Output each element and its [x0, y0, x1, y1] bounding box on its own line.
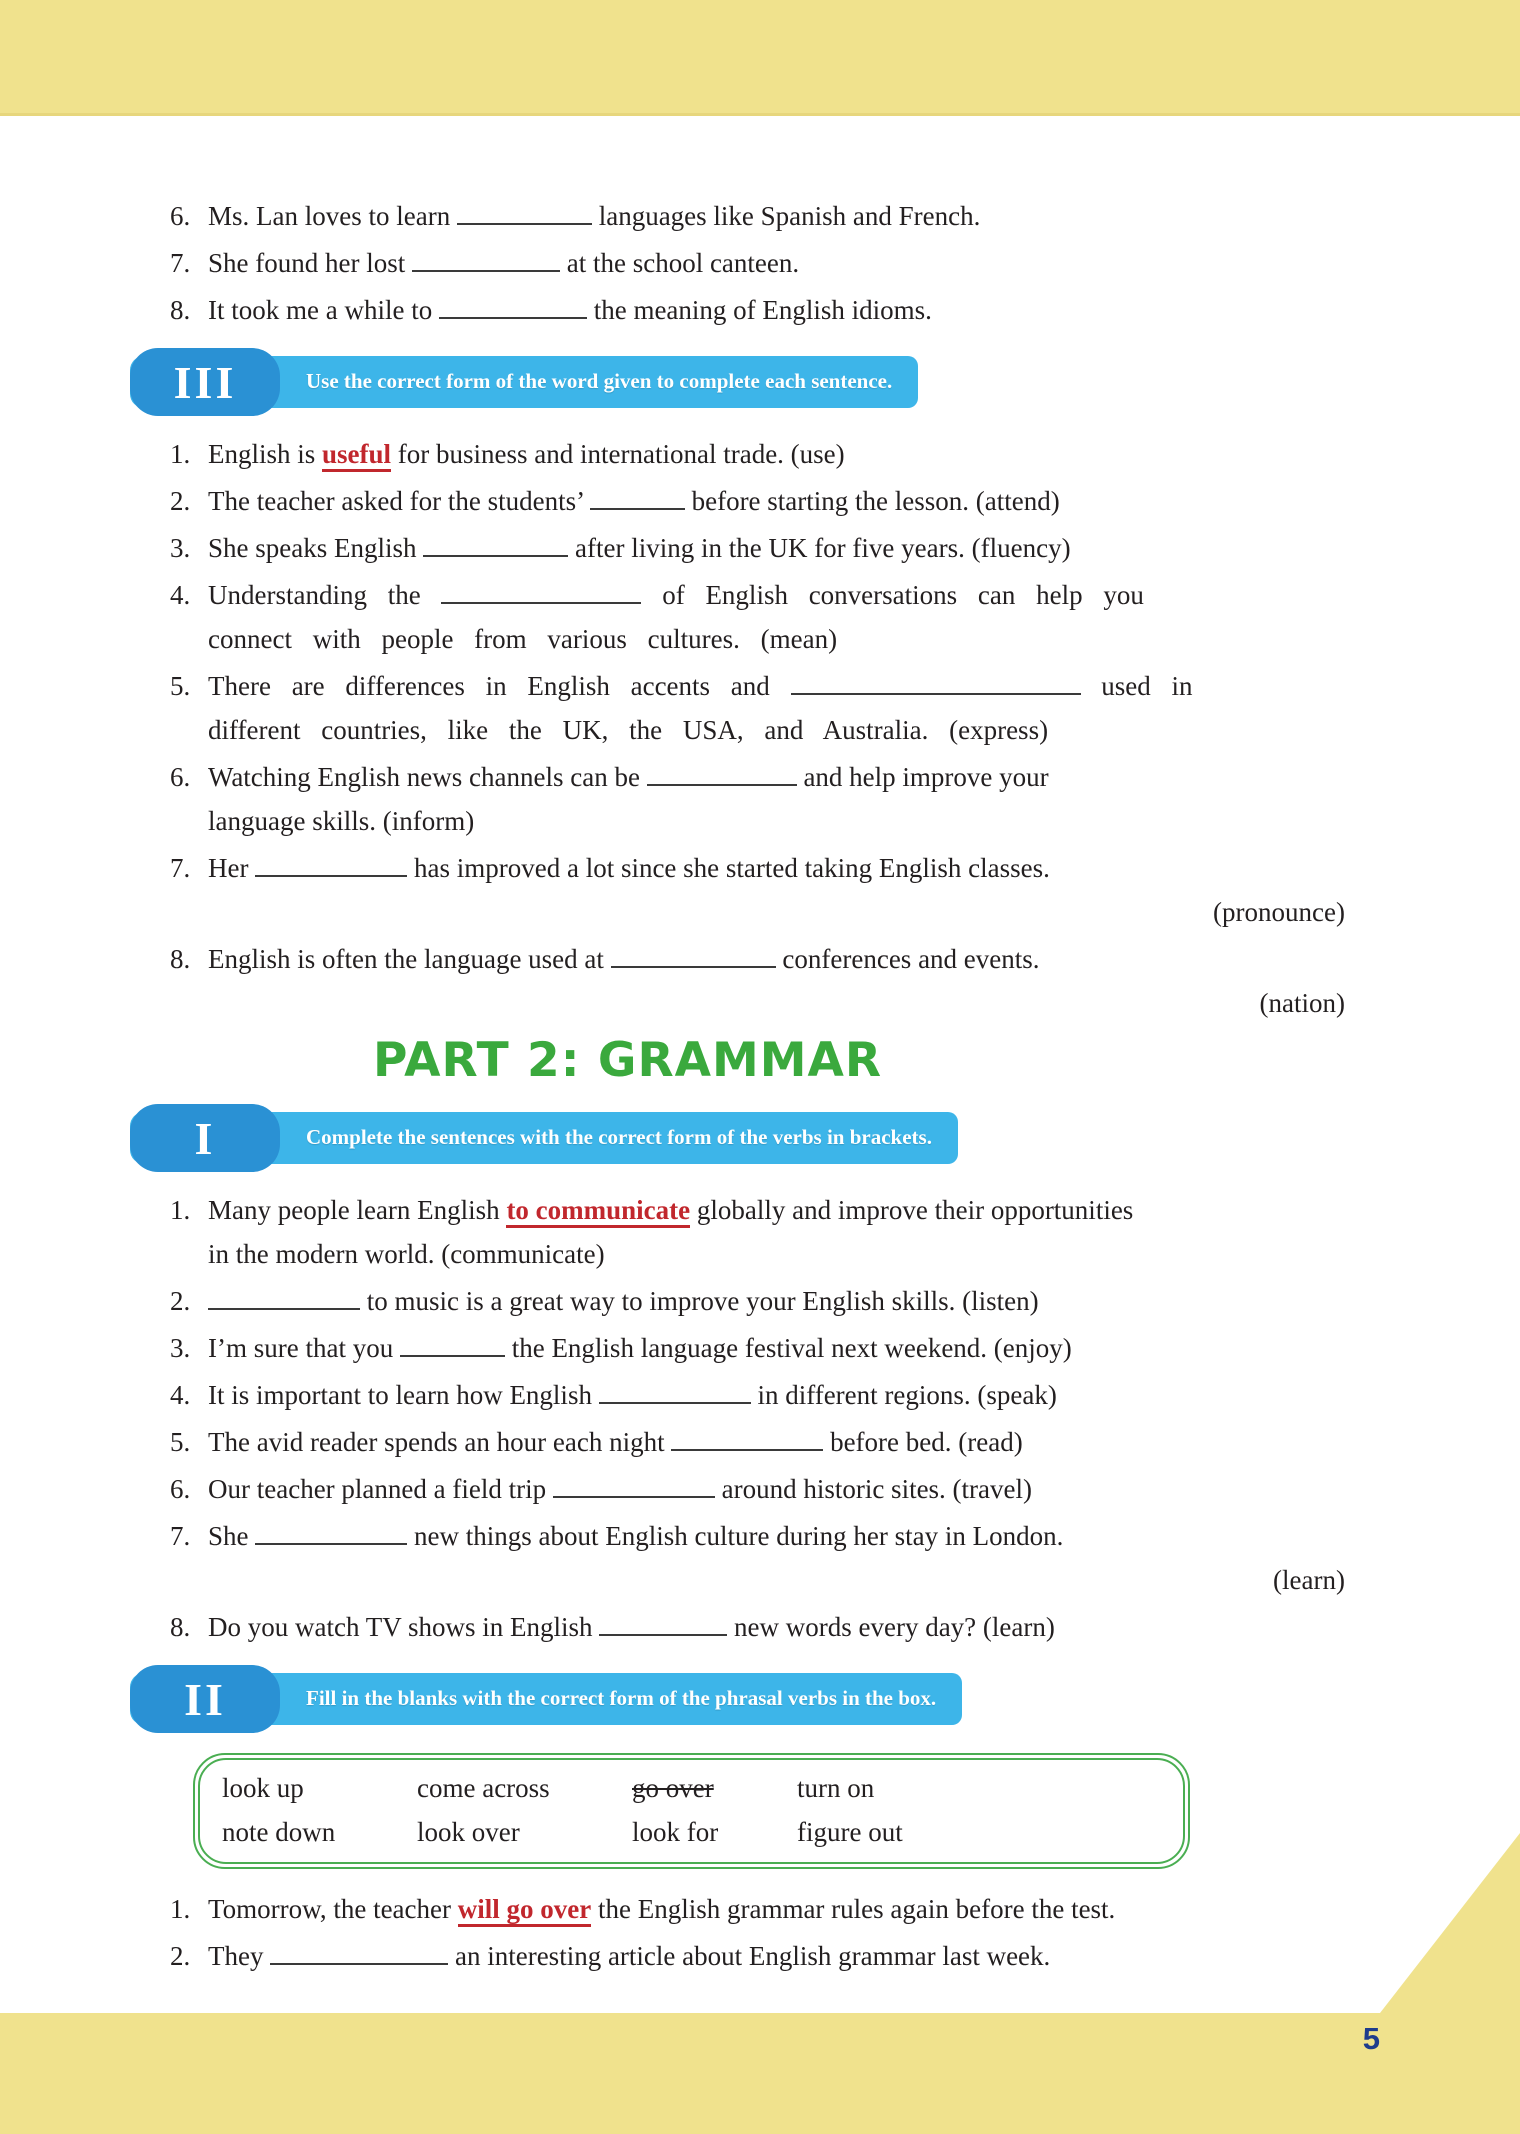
item-number: 2. — [170, 1286, 191, 1316]
phrasal-verb-option: look over — [417, 1817, 520, 1847]
item-text: to music is a great way to improve your English skills. (listen) — [208, 1279, 1345, 1323]
item-text: Understanding the of English conversations can help you connect with people from various cultures. (mean) — [208, 580, 1144, 654]
section-banner-two — [130, 1673, 962, 1725]
item-text: She new things about English culture during her stay in London. (learn) — [208, 1514, 1345, 1602]
page-content — [0, 116, 1520, 2013]
item-text: Do you watch TV shows in English new words every day? (learn) — [208, 1612, 1055, 1642]
section-banner-one — [130, 1112, 958, 1164]
item-text: Tomorrow, the teacher will go over the English grammar rules again before the test. — [208, 1887, 1345, 1931]
answer-blank[interactable] — [599, 1611, 727, 1636]
section-title: Complete the sentences with the correct form of the verbs in brackets. — [306, 1124, 932, 1149]
exercise-item — [170, 1279, 1345, 1323]
exercise-item — [170, 526, 1345, 570]
item-number: 7. — [170, 1521, 191, 1551]
item-number: 6. — [170, 1474, 191, 1504]
item-text: Many people learn English to communicate globally and improve their opportunities in the modern world. (communicate) — [208, 1195, 1134, 1269]
section-numeral: II — [184, 1673, 226, 1725]
item-text: It took me a while to the meaning of English idioms. — [208, 295, 932, 325]
item-number: 4. — [170, 580, 191, 610]
item-text: The avid reader spends an hour each night before bed. (read) — [208, 1427, 1023, 1457]
section-title: Fill in the blanks with the correct form of the phrasal verbs in the box. — [306, 1685, 937, 1710]
phrasal-verb-option: go over — [632, 1773, 714, 1803]
filled-answer: useful — [322, 439, 391, 472]
exercise-item — [170, 432, 1345, 476]
answer-blank[interactable] — [457, 200, 592, 225]
answer-blank[interactable] — [439, 294, 587, 319]
item-number: 2. — [170, 486, 191, 516]
filled-answer: to communicate — [506, 1195, 690, 1228]
section-title: Use the correct form of the word given to complete each sentence. — [306, 368, 893, 393]
page-number: 5 — [1362, 2021, 1380, 2056]
phrasal-verb-grid — [198, 1758, 1185, 1864]
roman-numeral-badge — [130, 1104, 280, 1172]
item-text: She speaks English after living in the UK for five years. (fluency) — [208, 533, 1071, 563]
item-text: It is important to learn how English in different regions. (speak) — [208, 1380, 1057, 1410]
phrasal-verb-exercise-list — [170, 1887, 1345, 1978]
answer-blank[interactable] — [412, 247, 560, 272]
item-text: Her has improved a lot since she started taking English classes. (pronounce) — [208, 846, 1345, 934]
answer-blank[interactable] — [400, 1332, 505, 1357]
item-number: 3. — [170, 533, 191, 563]
item-number: 6. — [170, 201, 191, 231]
item-text: English is often the language used at conferences and events. (nation) — [208, 937, 1345, 1025]
exercise-item — [170, 1420, 1345, 1464]
exercise-item — [170, 194, 1345, 238]
word-hint: (nation) — [1259, 988, 1345, 1018]
item-number: 4. — [170, 1380, 191, 1410]
section-numeral: I — [194, 1112, 216, 1164]
answer-blank[interactable] — [647, 761, 797, 786]
item-text: She found her lost at the school canteen. — [208, 248, 800, 278]
item-number: 8. — [170, 295, 191, 325]
answer-blank[interactable] — [791, 670, 1081, 695]
answer-blank[interactable] — [553, 1473, 715, 1498]
answer-blank[interactable] — [441, 579, 641, 604]
answer-blank[interactable] — [255, 1520, 407, 1545]
exercise-item — [170, 1605, 1345, 1649]
item-number: 8. — [170, 944, 191, 974]
item-number: 6. — [170, 762, 191, 792]
item-text: I’m sure that you the English language festival next weekend. (enjoy) — [208, 1333, 1072, 1363]
roman-numeral-badge — [130, 1665, 280, 1733]
verb-form-exercise-list — [170, 1188, 1345, 1649]
answer-blank[interactable] — [590, 485, 685, 510]
item-text: Our teacher planned a field trip around historic sites. (travel) — [208, 1474, 1033, 1504]
exercise-item — [170, 846, 1345, 934]
answer-blank[interactable] — [208, 1285, 360, 1310]
exercise-item — [170, 1514, 1345, 1602]
word-hint: (pronounce) — [1213, 897, 1345, 927]
item-number: 2. — [170, 1941, 191, 1971]
phrasal-verb-option: come across — [417, 1773, 550, 1803]
exercise-item — [170, 1373, 1345, 1417]
phrasal-verb-option: figure out — [797, 1817, 903, 1847]
item-number: 1. — [170, 439, 191, 469]
item-number: 5. — [170, 1427, 191, 1457]
part-title: PART 2: GRAMMAR — [373, 1033, 883, 1088]
bottom-yellow-band — [0, 2013, 1520, 2134]
exercise-item — [170, 937, 1345, 1025]
word-hint: (learn) — [1273, 1565, 1345, 1595]
exercise-item — [170, 1326, 1345, 1370]
exercise-item — [170, 479, 1345, 523]
answer-blank[interactable] — [423, 532, 568, 557]
answer-blank[interactable] — [671, 1426, 823, 1451]
phrasal-verb-box — [193, 1753, 1190, 1869]
exercise-item — [170, 1188, 1345, 1276]
answer-blank[interactable] — [599, 1379, 751, 1404]
phrasal-verb-option: look for — [632, 1817, 719, 1847]
item-number: 5. — [170, 671, 191, 701]
section-banner-three — [130, 356, 918, 408]
item-text: They an interesting article about English grammar last week. — [208, 1941, 1051, 1971]
item-number: 7. — [170, 248, 191, 278]
roman-numeral-badge — [130, 348, 280, 416]
section-numeral: III — [173, 356, 237, 408]
phrasal-verb-option: note down — [222, 1817, 336, 1847]
phrasal-verb-option: look up — [222, 1773, 304, 1803]
item-number: 3. — [170, 1333, 191, 1363]
filled-answer: will go over — [458, 1894, 591, 1927]
carryover-exercise-list — [170, 194, 1345, 332]
item-number: 1. — [170, 1894, 191, 1924]
item-text: Watching English news channels can be and help improve your language skills. (inform) — [208, 762, 1049, 836]
exercise-item — [170, 755, 1345, 843]
exercise-item — [170, 664, 1345, 752]
exercise-item — [170, 1467, 1345, 1511]
item-text: The teacher asked for the students’ before starting the lesson. (attend) — [208, 486, 1060, 516]
answer-blank[interactable] — [270, 1940, 448, 1965]
answer-blank[interactable] — [611, 943, 776, 968]
exercise-item — [170, 241, 1345, 285]
word-form-exercise-list — [170, 432, 1345, 1025]
item-number: 8. — [170, 1612, 191, 1642]
item-text: There are differences in English accents and used in different countries, like the UK, the USA, and Australia. (express) — [208, 671, 1193, 745]
item-text: English is useful for business and international trade. (use) — [208, 432, 1345, 476]
item-number: 7. — [170, 853, 191, 883]
exercise-item — [170, 573, 1345, 661]
answer-blank[interactable] — [255, 852, 407, 877]
top-yellow-band — [0, 0, 1520, 116]
item-number: 1. — [170, 1195, 191, 1225]
phrasal-verb-option: turn on — [797, 1773, 875, 1803]
exercise-item — [170, 1887, 1345, 1931]
exercise-item — [170, 288, 1345, 332]
item-text: Ms. Lan loves to learn languages like Spanish and French. — [208, 201, 981, 231]
exercise-item — [170, 1934, 1345, 1978]
